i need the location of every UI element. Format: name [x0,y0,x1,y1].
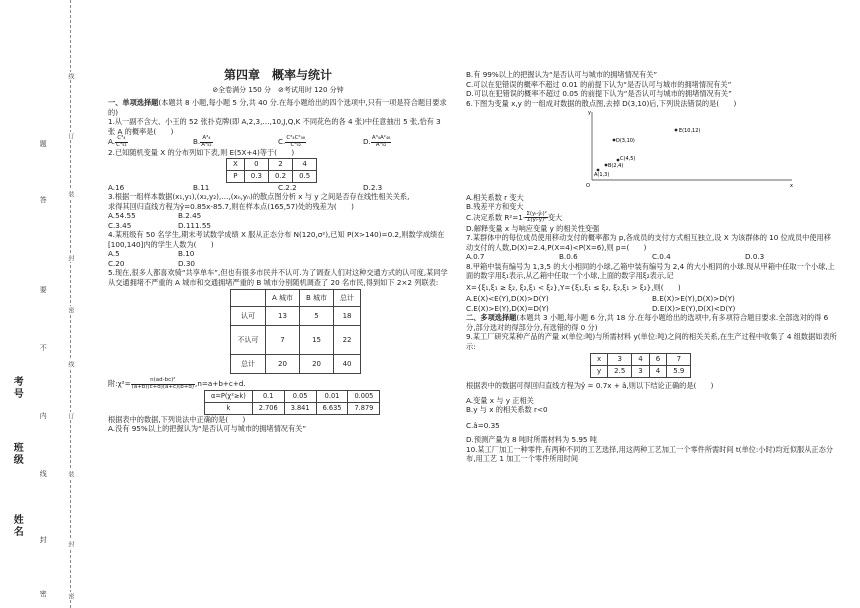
table-cell: k [205,403,253,415]
option-text: 变大 [547,212,563,222]
q6-option-c[interactable] [466,212,838,224]
table-row [231,290,361,307]
margin-warning: 封 [39,536,48,543]
q5-option-b[interactable]: B.有 99%以上的把握认为“是否认可与城市的拥堵情况有关” [466,70,658,79]
section-1-title: 一、单项选择题 [108,98,159,107]
question-8: 8.甲箱中装有编号为 1,3,5 的大小相同的小球,乙箱中装有编号为 2,4 的大小相同的小球.现从甲箱中任取一个小球,上面的数字用ξ₁表示,从乙箱中任取一个小球,上面的数字用ξ₂表示,记 [466,261,835,280]
q1-option-a[interactable] [108,136,193,148]
denominator: A⁵₅₂ [201,141,212,148]
binding-mark: 订 [66,413,74,419]
q9-option-d[interactable]: D.预测产量为 8 吨时所需材料为 5.95 吨 [466,435,597,445]
point-c [617,159,620,162]
q3-option-a[interactable]: A.54.55 [108,211,136,221]
table-cell: 0.01 [316,391,348,403]
table-cell: A 城市 [266,290,300,307]
question-2-options [108,183,448,193]
q4-option-d[interactable]: D.30 [178,258,195,268]
q2-distribution-table [226,158,317,183]
q3-option-c[interactable]: C.3.45 [108,220,132,230]
q2-option-a[interactable]: A.16 [108,182,125,192]
denominator: Σ(yᵢ-ȳ)² [526,217,547,223]
question-4-options-row-1 [108,249,248,259]
table-cell: α=P(χ²≥k) [205,391,253,403]
page-title: 第四章 概率与统计 [223,68,332,82]
y-axis-label: y [588,110,591,116]
table-cell: 0.005 [348,391,380,403]
numerator: A³₄A²₄₈ [371,135,391,141]
q1-option-b[interactable] [193,136,278,148]
option-letter: D. [363,137,371,146]
table-cell: 3.841 [284,403,316,415]
question-3-line-2: 求得其回归直线方程为ŷ=0.85x-85.7,则在样本点(165,57)处的残差为( ) [108,201,354,211]
point-c-label: C(4,5) [620,156,636,162]
table-cell: 5.9 [667,366,691,378]
table-cell: 2 [268,158,292,170]
margin-warning: 内 [39,412,48,419]
formula-prefix: 附:χ²= [108,379,131,389]
table-cell: 6 [649,354,666,366]
point-b-label: B(2,4) [608,163,624,169]
point-e-label: E(10,12) [679,128,701,134]
section-1-desc: (本题共 8 小题,每小题 5 分,共 40 分.在每小题给出的四个选项中,只有一项是符合题目要求的) [108,98,447,117]
margin-warning: 线 [39,470,48,477]
q6-option-d[interactable]: D.解释变量 x 与响应变量 y 的相关性变强 [466,223,600,233]
formula-suffix: ,n=a+b+c+d. [195,379,246,389]
table-cell: 20 [300,355,334,374]
margin-warning: 不 [39,344,48,351]
question-3-options-row-2 [108,221,248,231]
table-cell [231,290,266,307]
binding-mark: 密 [66,307,74,313]
numerator: A³₄ [200,136,212,143]
denominator: A⁵₅₂ [375,141,387,148]
q7-option-c[interactable]: C.0.4 [652,252,671,261]
q5-option-a[interactable]: A.没有 95%以上的把握认为“是否认可与城市的拥堵情况有关” [108,424,307,434]
q9-option-b[interactable]: B.y 与 x 的相关系数 r<0 [466,405,548,415]
table-cell: 7 [266,326,300,355]
q7-option-d[interactable]: D.0.3 [745,252,765,261]
binding-mark: 订 [66,133,74,139]
exam-meta: ⊘全卷满分 150 分 ⊘考试用时 120 分钟 [212,86,344,94]
table-cell: 4 [649,366,666,378]
table-cell: 认可 [231,307,266,326]
binding-margin [0,0,96,608]
table-cell: 2.5 [608,366,632,378]
question-9: 9.某工厂研究某种产品的产量 x(单位:吨)与所需材料 y(单位:吨)之间的相关关系,在生产过程中收集了 4 组数据如表所示: [466,332,837,351]
table-cell: 20 [266,355,300,374]
q6-option-b[interactable]: B.残差平方和变大 [466,202,524,211]
question-7-options [466,252,838,262]
table-cell: 2.706 [252,403,284,415]
fraction [131,378,195,390]
q2-option-c[interactable]: C.2.2 [278,182,297,192]
fraction [525,212,547,224]
q3-option-b[interactable]: B.2.45 [178,211,202,221]
question-5: 5.现在,很多人都喜欢骑“共享单车”,但也有很多市民并不认可.为了调查人们对这种交通方式的认可度,某同学从交通拥堵不严重的 A 城市和交通拥堵严重的 B 城市分别随机调查了 20 名市民,得到如下 2×2 列联表: [108,268,448,287]
q5-prompt: 根据表中的数据,下列说法中正确的是( ) [108,414,246,424]
question-3-options-row-1 [108,211,248,221]
table-cell: 5 [300,307,334,326]
binding-mark: 线 [66,73,74,79]
binding-mark: 装 [66,191,74,197]
table-cell: 7.879 [348,403,380,415]
q9-option-c[interactable]: C.â=0.35 [466,420,500,430]
q8-option-c[interactable]: C.E(X)>E(Y),D(X)=D(Y) [466,303,549,313]
table-cell: 0 [244,158,268,170]
q1-option-d[interactable] [363,136,448,148]
numerator: C³₄ [115,136,127,143]
table-cell: 0.3 [244,170,268,182]
binding-line [70,0,71,608]
q5-option-d[interactable]: D.可以在犯错误的概率不超过 0.05 的前提下认为“是否认可与城市的拥堵情况有关” [466,89,732,98]
q5-contingency-table [230,289,361,374]
question-8-options-row-2 [466,304,838,314]
table-cell: x [591,354,608,366]
binding-mark: 密 [66,593,74,599]
q8-option-d[interactable]: D.E(X)>E(Y),D(X)<D(Y) [652,303,736,313]
section-2-desc: (本题共 3 小题,每小题 6 分,共 18 分.在每小题给出的选项中,有多项符合题目要求.全部选对的得 6 分,部分选对的得部分分,有选错的得 0 分) [466,313,829,332]
table-cell: 22 [334,326,361,355]
option-letter: A. [108,137,116,146]
binding-mark: 线 [66,361,74,367]
table-cell: 不认可 [231,326,266,355]
table-cell: 40 [334,355,361,374]
left-column [108,98,448,434]
numerator: n(ad-bc)² [131,378,195,385]
table-cell: 总计 [231,355,266,374]
point-a-label: A(1,3) [594,172,610,178]
numerator: C³₄C²₄₈ [286,135,306,141]
field-exam-number: 考号 [11,376,23,400]
option-letter: C. [278,137,286,146]
margin-warning: 答 [39,196,48,203]
q4-option-c[interactable]: C.20 [108,258,125,268]
question-3-line-1: 3.根据一组样本数据(x₁,y₁),(x₂,y₂),…,(xₙ,yₙ)的散点图分析 x 与 y 之间是否存在线性相关关系, [108,192,410,202]
table-row [227,158,317,170]
table-cell: 13 [266,307,300,326]
table-row [231,355,361,374]
q1-option-c[interactable] [278,136,363,148]
table-cell: 4 [293,158,317,170]
option-text: C.决定系数 R²=1- [466,212,526,222]
question-8-options-row-1 [466,294,838,304]
question-1: 1.从一副不含大、小王的 52 张扑克牌(即 A,2,3,…,10,J,Q,K 不同花色的各 4 张)中任意抽出 5 张,恰有 3 张 A 的概率是( ) [108,117,441,136]
table-cell: 7 [667,354,691,366]
question-1-options [108,136,448,148]
table-cell: 0.2 [268,170,292,182]
table-cell: 6.635 [316,403,348,415]
margin-warning: 题 [39,140,48,147]
question-4: 4.某班级有 50 名学生,期末考试数学成绩 X 服从正态分布 N(120,σ²),已知 P(X>140)=0.2,则数学成绩在[100,140]内的学生人数为( ) [108,230,445,249]
table-cell: 0.1 [252,391,284,403]
q9-option-a[interactable]: A.变量 x 与 y 正相关 [466,395,534,405]
table-row [227,170,317,182]
field-class: 班级 [11,442,23,466]
table-row [231,307,361,326]
table-cell: B 城市 [300,290,334,307]
fraction [371,136,392,148]
q5-critical-value-table [204,390,380,414]
question-2: 2.已知随机变量 X 的分布列如下表,则 E(5X+4)等于( ) [108,148,295,157]
q2-option-b[interactable]: B.11 [193,182,210,192]
q7-option-b[interactable]: B.0.6 [559,252,578,261]
point-b [605,164,608,167]
margin-warning: 要 [39,286,48,293]
q2-option-d[interactable]: D.2.3 [363,182,383,192]
q5-formula [108,378,448,390]
table-row [591,354,691,366]
binding-mark: 装 [66,471,74,477]
table-cell: 18 [334,307,361,326]
q9-prompt: 根据表中的数据可得回归直线方程为ŷ = 0.7x + â,则以下结论正确的是( ) [466,381,714,391]
q4-option-a[interactable]: A.5 [108,249,120,259]
point-a [597,169,600,172]
option-letter: B. [193,137,201,146]
field-name: 姓名 [11,514,23,538]
table-cell: 0.5 [293,170,317,182]
section-1-heading [108,98,448,117]
numerator: Σ(yᵢ-ŷᵢ)² [526,210,547,217]
point-e [675,129,678,132]
question-6: 6.下图为变量 x,y 的一组成对数据的散点图,去掉 D(3,10)后,下列说法错误的是( ) [466,98,737,108]
table-cell: 3 [632,366,649,378]
table-row [231,326,361,355]
q9-data-table [590,353,691,378]
fraction [200,136,212,148]
table-cell: 3 [608,354,632,366]
fraction [115,136,127,148]
q7-option-a[interactable]: A.0.7 [466,252,485,261]
q8-definition: X={ξ₁,ξ₁ ≥ ξ₂, ξ₂,ξ₁ < ξ₂},Y={ξ₁,ξ₁ ≤ ξ₂, ξ₂,ξ₁ > ξ₂},则( ) [466,282,681,292]
q4-option-b[interactable]: B.10 [178,249,195,259]
question-4-options-row-2 [108,259,248,269]
q3-option-d[interactable]: D.111.55 [178,220,211,230]
q6-option-a[interactable]: A.相关系数 r 变大 [466,192,524,202]
q5-option-c[interactable]: C.可以在犯错误的概率不超过 0.01 的前提下认为“是否认可与城市的拥堵情况有关” [466,79,732,89]
point-d [613,139,616,142]
fraction [285,136,306,148]
denominator: C⁵₅₂ [116,141,127,148]
denominator: (a+b)(c+d)(a+c)(b+d) [131,383,195,390]
table-cell: 4 [632,354,649,366]
q6-scatter-plot [586,108,796,190]
denominator: C⁵₅₂ [290,141,301,148]
table-row [205,391,380,403]
section-2-title: 二、多项选择题 [466,313,517,322]
table-cell: y [591,366,608,378]
question-7: 7.某群体中的每位成员使用移动支付的概率都为 p,各成员的支付方式相互独立,设 X 为该群体的 10 位成员中使用移动支付的人数,D(X)=2.4,P(X=4)<P(X=6),则 p=( ) [466,233,831,252]
table-cell: 总计 [334,290,361,307]
right-column [466,70,838,464]
origin-label: O [586,183,590,189]
binding-mark: 封 [66,541,74,547]
table-row [205,403,380,415]
q8-option-b[interactable]: B.E(X)>E(Y),D(X)>D(Y) [652,294,735,303]
table-cell: P [227,170,245,182]
table-cell: 0.05 [284,391,316,403]
question-10: 10.某工厂加工一种零件,有两种不同的工艺选择,用这两种工艺加工一个零件所需时间 t(单位:小时)均近似服从正态分布,用工艺 1 加工一个零件所用时间 [466,444,833,464]
q8-option-a[interactable]: A.E(X)<E(Y),D(X)>D(Y) [466,294,549,303]
table-cell: X [227,158,245,170]
binding-mark: 封 [66,255,74,261]
table-row [591,366,691,378]
section-2-heading [466,313,838,332]
point-d-label: D(3,10) [616,138,635,144]
x-axis-label: x [790,183,793,189]
table-cell: 15 [300,326,334,355]
margin-warning: 密 [39,590,48,597]
